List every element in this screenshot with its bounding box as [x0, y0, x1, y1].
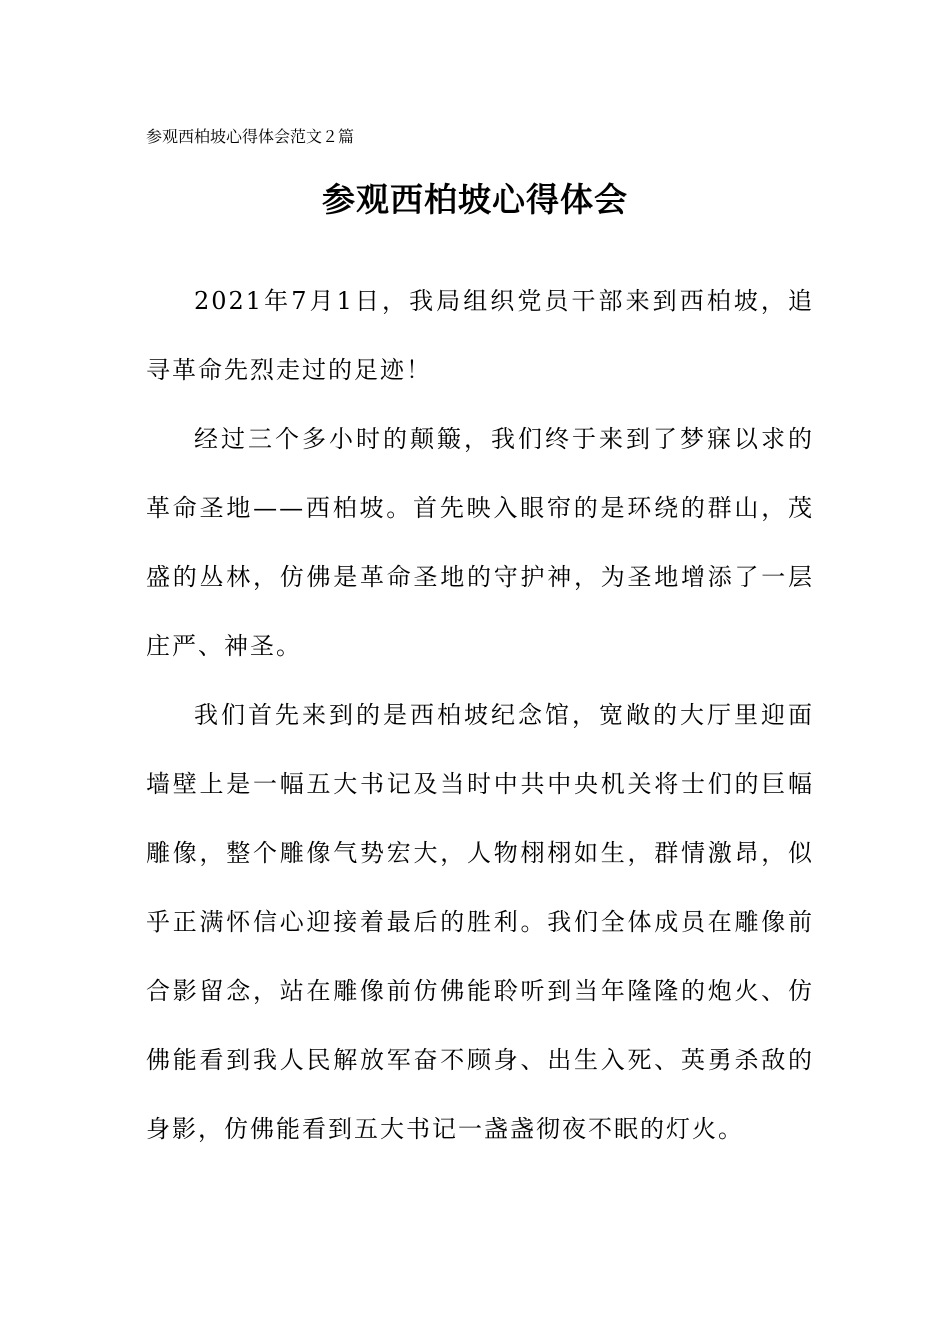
document-title: 参观西柏坡心得体会	[322, 180, 628, 219]
document-header: 参观西柏坡心得体会范文２篇	[146, 127, 355, 146]
document-body	[146, 267, 814, 1164]
paragraph-2: 经过三个多小时的颠簸，我们终于来到了梦寐以求的革命圣地——西柏坡。首先映入眼帘的是环绕的群山，茂盛的丛林，仿佛是革命圣地的守护神，为圣地增添了一层庄严、神圣。	[146, 425, 814, 660]
paragraph-3: 我们首先来到的是西柏坡纪念馆，宽敞的大厅里迎面墙壁上是一幅五大书记及当时中共中央机关将士们的巨幅雕像，整个雕像气势宏大，人物栩栩如生，群情激昂，似乎正满怀信心迎接着最后的胜利。我们全体成员在雕像前合影留念，站在雕像前仿佛能聆听到当年隆隆的炮火、仿佛能看到我人民解放军奋不顾身、出生入死、英勇杀敌的身影，仿佛能看到五大书记一盏盏彻夜不眠的灯火。	[146, 701, 814, 1143]
paragraph-1: 2021年7月1日，我局组织党员干部来到西柏坡，追寻革命先烈走过的足迹！	[146, 287, 814, 384]
